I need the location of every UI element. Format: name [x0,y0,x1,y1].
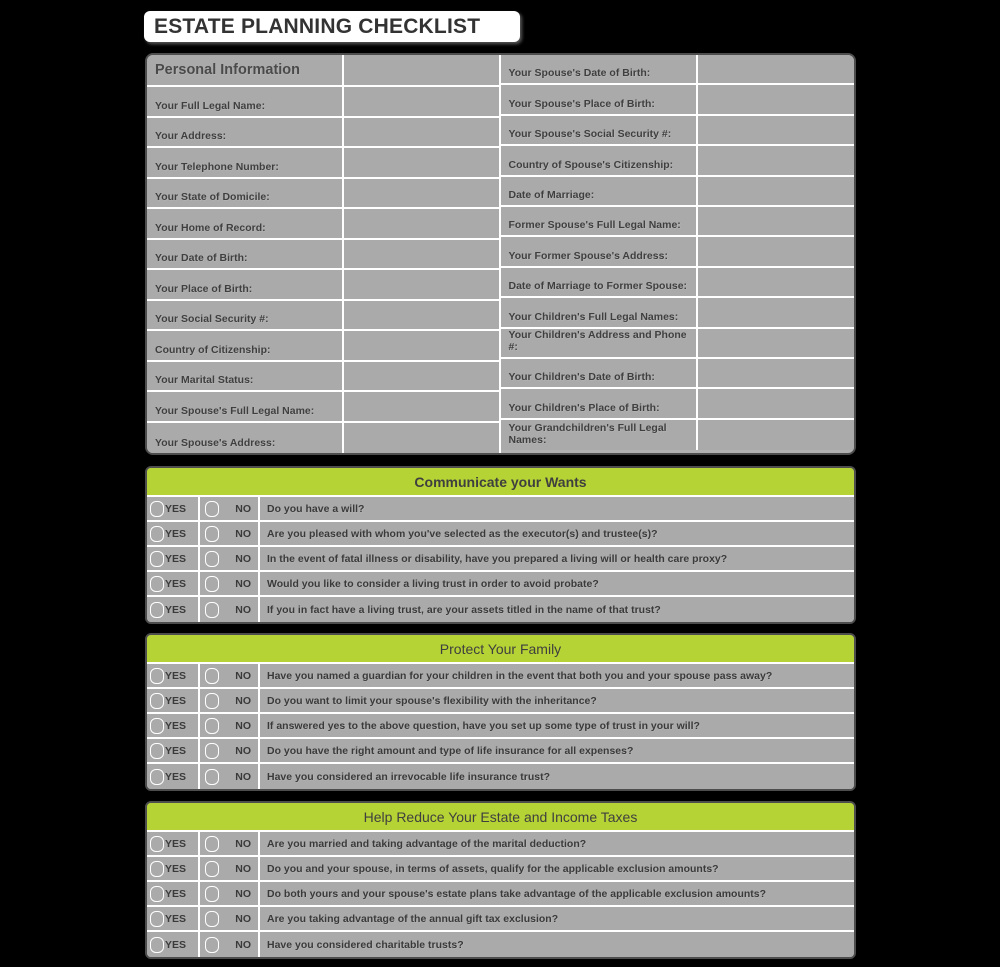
section-header [147,468,854,497]
personal-info-right-column [501,55,855,453]
field-label: Your Address: [155,130,227,142]
question-text: Do you and your spouse, in terms of assets, qualify for the applicable exclusion amounts? [267,862,719,875]
field-label: Country of Spouse's Citizenship: [508,158,674,171]
yes-option[interactable] [147,689,200,712]
field-label-cell [501,268,699,296]
no-option[interactable] [200,572,260,595]
yes-checkbox[interactable] [150,602,164,618]
yes-option[interactable] [147,832,200,855]
field-value-cell[interactable] [344,55,499,85]
field-value-cell[interactable] [698,329,854,357]
yes-label: YES [165,694,187,707]
no-checkbox[interactable] [205,602,219,618]
personal-info-row [501,420,855,450]
no-label: NO [235,502,251,515]
yes-option[interactable] [147,572,200,595]
field-label: Your State of Domicile: [155,191,270,203]
personal-info-row [501,146,855,176]
question-row [147,857,854,882]
yes-option[interactable] [147,882,200,905]
no-label: NO [235,719,251,732]
yes-label: YES [165,502,187,515]
no-label: NO [235,862,251,875]
field-label-cell [501,177,699,205]
field-value-cell[interactable] [344,301,499,330]
personal-info-row [147,240,499,271]
question-text-cell [260,882,854,905]
question-text-cell [260,497,854,520]
no-option[interactable] [200,932,260,957]
yes-label: YES [165,669,187,682]
document-title-box [144,11,520,42]
field-value-cell[interactable] [698,298,854,326]
field-value-cell[interactable] [698,116,854,144]
no-label: NO [235,527,251,540]
yes-checkbox[interactable] [150,501,164,517]
field-value-cell[interactable] [698,85,854,113]
yes-option[interactable] [147,907,200,930]
field-label-cell [147,148,344,177]
question-row [147,714,854,739]
field-label-cell [501,329,699,357]
no-option[interactable] [200,597,260,622]
no-checkbox[interactable] [205,501,219,517]
question-text-cell [260,907,854,930]
question-text: Have you named a guardian for your children in the event that both you and your spouse pass away? [267,669,773,682]
yes-option[interactable] [147,522,200,545]
yes-label: YES [165,938,187,951]
yes-label: YES [165,552,187,565]
no-option[interactable] [200,857,260,880]
personal-info-row [501,389,855,419]
yes-label: YES [165,603,187,616]
personal-info-row [147,331,499,362]
section-title: Communicate your Wants [414,473,587,490]
yes-checkbox[interactable] [150,769,164,785]
question-row [147,907,854,932]
question-text-cell [260,932,854,957]
no-option[interactable] [200,882,260,905]
personal-info-row [501,329,855,359]
field-value-cell[interactable] [344,270,499,299]
field-label-cell [147,55,344,85]
field-label-cell [501,85,699,113]
field-value-cell[interactable] [344,179,499,208]
field-label: Your Former Spouse's Address: [508,249,668,262]
checklist-section [145,633,856,791]
field-label: Your Social Security #: [155,313,269,325]
field-label: Your Full Legal Name: [155,99,266,112]
no-checkbox[interactable] [205,861,219,877]
no-checkbox[interactable] [205,718,219,734]
personal-info-row [147,87,499,118]
yes-checkbox[interactable] [150,836,164,852]
field-value-cell[interactable] [344,148,499,177]
yes-label: YES [165,577,187,590]
field-value-cell[interactable] [344,362,499,391]
field-label: Personal Information [155,62,301,78]
field-label-cell [147,392,344,421]
field-label-cell [147,423,344,454]
question-text-cell [260,714,854,737]
yes-label: YES [165,770,187,783]
personal-info-row [147,209,499,240]
no-option[interactable] [200,547,260,570]
field-value-cell[interactable] [344,118,499,147]
field-value-cell[interactable] [698,389,854,417]
yes-label: YES [165,837,187,850]
yes-checkbox[interactable] [150,743,164,759]
yes-checkbox[interactable] [150,668,164,684]
yes-checkbox[interactable] [150,576,164,592]
field-value-cell[interactable] [344,423,499,454]
field-label: Date of Marriage: [508,188,595,201]
page-title: ESTATE PLANNING CHECKLIST [154,14,481,38]
question-text-cell [260,547,854,570]
question-text-cell [260,739,854,762]
field-label: Your Children's Date of Birth: [508,371,655,384]
checklist-section [145,466,856,624]
question-text: If answered yes to the above question, have you set up some type of trust in your will? [267,719,700,732]
personal-information-table [145,53,856,455]
field-label: Your Children's Full Legal Names: [508,310,679,323]
question-text: Do you want to limit your spouse's flexibility with the inheritance? [267,694,597,707]
no-checkbox[interactable] [205,526,219,542]
field-label-cell [147,301,344,330]
section-header [147,803,854,832]
question-row [147,497,854,522]
no-label: NO [235,577,251,590]
personal-info-row [147,423,499,454]
field-label-cell [147,331,344,360]
field-label-cell [147,118,344,147]
field-label: Country of Citizenship: [155,343,271,356]
question-row [147,932,854,957]
field-label-cell [501,146,699,174]
field-label-cell [147,87,344,116]
no-option[interactable] [200,689,260,712]
no-checkbox[interactable] [205,668,219,684]
field-value-cell[interactable] [344,392,499,421]
no-checkbox[interactable] [205,886,219,902]
field-value-cell[interactable] [698,420,854,450]
yes-checkbox[interactable] [150,718,164,734]
yes-label: YES [165,744,187,757]
field-value-cell[interactable] [698,55,854,83]
field-label: Your Spouse's Social Security #: [508,128,672,141]
field-value-cell[interactable] [698,268,854,296]
yes-option[interactable] [147,497,200,520]
question-row [147,572,854,597]
field-value-cell[interactable] [698,359,854,387]
no-checkbox[interactable] [205,769,219,785]
no-label: NO [235,603,251,616]
yes-option[interactable] [147,857,200,880]
question-row [147,882,854,907]
no-option[interactable] [200,714,260,737]
no-checkbox[interactable] [205,911,219,927]
no-checkbox[interactable] [205,576,219,592]
yes-label: YES [165,527,187,540]
field-label-cell [501,359,699,387]
yes-checkbox[interactable] [150,911,164,927]
personal-info-row [147,148,499,179]
personal-info-heading-row [147,55,499,87]
field-label: Your Place of Birth: [155,282,253,295]
field-label: Your Telephone Number: [155,160,279,173]
no-option[interactable] [200,497,260,520]
personal-info-row [501,298,855,328]
question-text: Are you pleased with whom you've selected as the executor(s) and trustee(s)? [267,527,658,540]
no-label: NO [235,770,251,783]
field-value-cell[interactable] [698,207,854,235]
no-option[interactable] [200,522,260,545]
question-row [147,832,854,857]
no-option[interactable] [200,907,260,930]
field-label-cell [501,207,699,235]
no-label: NO [235,669,251,682]
personal-info-row [501,237,855,267]
question-text-cell [260,522,854,545]
section-header [147,635,854,664]
yes-label: YES [165,719,187,732]
personal-info-row [501,207,855,237]
personal-info-row [501,55,855,85]
question-text: Do you have the right amount and type of life insurance for all expenses? [267,744,634,757]
yes-checkbox[interactable] [150,937,164,953]
yes-checkbox[interactable] [150,551,164,567]
no-label: NO [235,887,251,900]
field-label: Your Spouse's Date of Birth: [508,67,651,80]
field-label-cell [501,298,699,326]
field-label: Your Children's Address and Phone #: [508,328,687,353]
yes-option[interactable] [147,597,200,622]
personal-info-row [501,85,855,115]
field-label: Your Home of Record: [155,221,266,234]
no-label: NO [235,744,251,757]
question-row [147,664,854,689]
question-row [147,764,854,789]
question-row [147,522,854,547]
field-label-cell [147,270,344,299]
field-label-cell [147,240,344,269]
field-label: Your Spouse's Place of Birth: [508,97,655,110]
question-text: Do both yours and your spouse's estate plans take advantage of the applicable exclusion amounts? [267,887,767,900]
question-text-cell [260,857,854,880]
question-text-cell [260,764,854,789]
personal-info-row [147,392,499,423]
field-label: Date of Marriage to Former Spouse: [508,280,688,293]
question-text: Are you taking advantage of the annual gift tax exclusion? [267,912,559,925]
no-option[interactable] [200,739,260,762]
question-text: Are you married and taking advantage of the marital deduction? [267,837,587,850]
yes-option[interactable] [147,714,200,737]
yes-checkbox[interactable] [150,861,164,877]
no-checkbox[interactable] [205,743,219,759]
field-label-cell [501,237,699,265]
question-text: Have you considered charitable trusts? [267,938,464,951]
personal-info-row [147,362,499,393]
checklist-section [145,801,856,959]
field-label: Your Spouse's Full Legal Name: [155,404,315,417]
personal-info-row [147,179,499,210]
field-label: Your Children's Place of Birth: [508,401,660,414]
question-text-cell [260,832,854,855]
field-label-cell [147,209,344,238]
field-label-cell [147,179,344,208]
field-label-cell [501,55,699,83]
field-label-cell [501,389,699,417]
question-row [147,689,854,714]
yes-option[interactable] [147,764,200,789]
personal-info-row [501,177,855,207]
no-option[interactable] [200,664,260,687]
no-label: NO [235,938,251,951]
field-value-cell[interactable] [698,146,854,174]
field-value-cell[interactable] [344,209,499,238]
question-text: If you in fact have a living trust, are your assets titled in the name of that trust? [267,603,661,616]
yes-checkbox[interactable] [150,526,164,542]
section-title: Protect Your Family [439,640,562,657]
question-row [147,597,854,622]
field-label-cell [147,362,344,391]
yes-label: YES [165,887,187,900]
field-value-cell[interactable] [344,87,499,116]
field-value-cell[interactable] [698,237,854,265]
yes-option[interactable] [147,739,200,762]
no-label: NO [235,837,251,850]
yes-label: YES [165,862,187,875]
field-label: Your Date of Birth: [155,252,248,264]
question-text-cell [260,664,854,687]
question-text-cell [260,572,854,595]
no-checkbox[interactable] [205,836,219,852]
field-value-cell[interactable] [698,177,854,205]
section-title: Help Reduce Your Estate and Income Taxes [363,808,638,825]
no-label: NO [235,912,251,925]
yes-checkbox[interactable] [150,886,164,902]
yes-option[interactable] [147,932,200,957]
personal-info-row [147,301,499,332]
personal-info-row [501,116,855,146]
yes-option[interactable] [147,664,200,687]
yes-label: YES [165,912,187,925]
no-option[interactable] [200,832,260,855]
question-row [147,739,854,764]
yes-option[interactable] [147,547,200,570]
no-checkbox[interactable] [205,693,219,709]
no-option[interactable] [200,764,260,789]
personal-info-row [147,270,499,301]
field-label: Your Grandchildren's Full Legal Names: [508,422,667,447]
field-value-cell[interactable] [344,331,499,360]
field-value-cell[interactable] [344,240,499,269]
personal-info-row [147,118,499,149]
no-label: NO [235,552,251,565]
question-row [147,547,854,572]
personal-info-left-column [147,55,501,453]
field-label-cell [501,116,699,144]
question-text-cell [260,597,854,622]
yes-checkbox[interactable] [150,693,164,709]
question-text: In the event of fatal illness or disability, have you prepared a living will or health care proxy? [267,552,728,565]
question-text: Do you have a will? [267,502,365,515]
question-text: Would you like to consider a living trust in order to avoid probate? [267,577,599,590]
no-checkbox[interactable] [205,937,219,953]
personal-info-row [501,268,855,298]
question-text-cell [260,689,854,712]
question-text: Have you considered an irrevocable life insurance trust? [267,770,551,783]
personal-info-row [501,359,855,389]
no-label: NO [235,694,251,707]
no-checkbox[interactable] [205,551,219,567]
field-label-cell [501,420,699,450]
field-label: Former Spouse's Full Legal Name: [508,219,681,232]
field-label: Your Marital Status: [155,374,254,386]
field-label: Your Spouse's Address: [155,437,276,449]
